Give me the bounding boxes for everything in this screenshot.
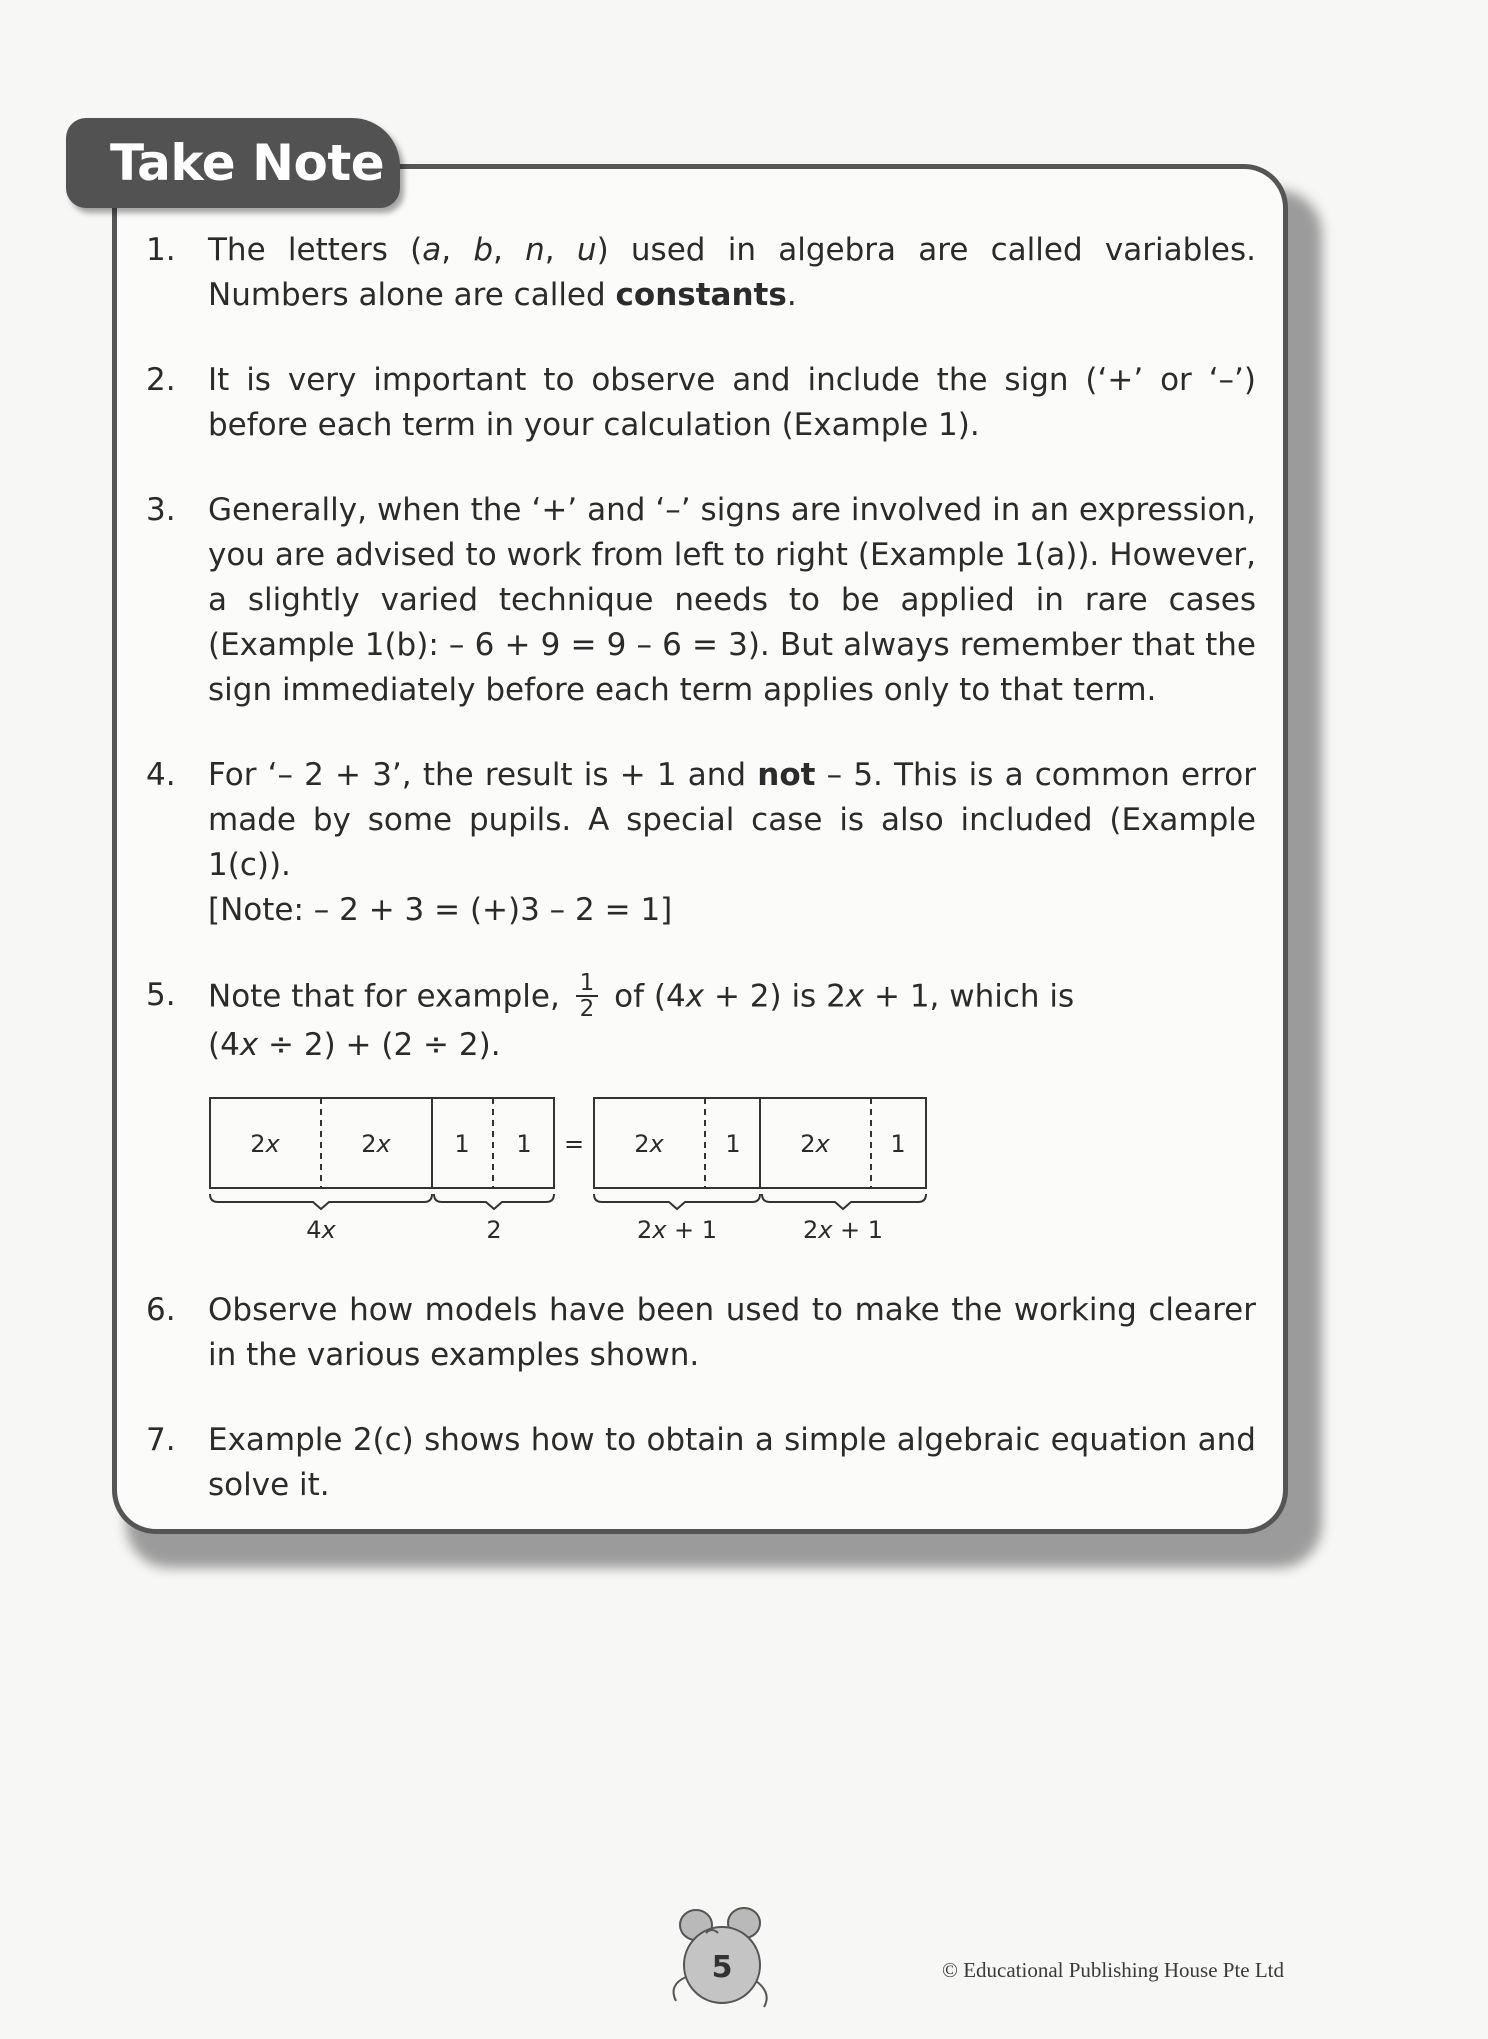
item-text: It is very important to observe and include the sign (‘+’ or ‘–’) before each term in your calculation (Example 1). xyxy=(208,362,1256,443)
item-text: The letters (a, b, n, u) used in algebra are called variables. Numbers alone are called constants. xyxy=(208,232,1256,313)
brace-label: 4x xyxy=(306,1216,336,1244)
equals-sign: = xyxy=(563,1130,585,1158)
item-number: 1. xyxy=(146,232,176,268)
brace-2x-plus-1 xyxy=(594,1194,760,1209)
note-item-4 xyxy=(146,753,1256,933)
note-item-7 xyxy=(146,1418,1256,1508)
item-number: 2. xyxy=(146,362,176,398)
note-list xyxy=(146,228,1256,1548)
cell-label: 2x xyxy=(250,1130,280,1158)
note-item-1 xyxy=(146,228,1256,318)
item-text: For ‘– 2 + 3’, the result is + 1 and not – 5. This is a common error made by some pupils. A special case is also included (Example 1(c)). [Note: – 2 + 3 = (+)3 – 2 = 1] xyxy=(208,753,1256,933)
note-item-2 xyxy=(146,358,1256,448)
page-number: 5 xyxy=(711,1950,733,1985)
cell-label: 1 xyxy=(516,1130,532,1158)
item-number: 4. xyxy=(146,757,176,793)
item-number: 5. xyxy=(146,977,176,1013)
cell-label: 1 xyxy=(890,1130,906,1158)
note-item-3 xyxy=(146,488,1256,713)
brace-label: 2x + 1 xyxy=(802,1216,884,1244)
cell-label: 1 xyxy=(454,1130,470,1158)
note-item-6 xyxy=(146,1288,1256,1378)
take-note-heading: Take Note xyxy=(66,118,400,208)
note-item-5 xyxy=(146,970,1256,1248)
item-text: Note that for example, $\frac{1}{2}$ of (4x + 2) is 2x + 1, which is (4x ÷ 2) + (2 ÷ 2). xyxy=(208,970,1075,1063)
copyright-notice: © Educational Publishing House Pte Ltd xyxy=(942,1958,1285,1982)
item-number: 3. xyxy=(146,492,176,528)
note-line: [Note: – 2 + 3 = (+)3 – 2 = 1] xyxy=(208,892,673,928)
brace-2 xyxy=(434,1194,554,1209)
brace-label: 2 xyxy=(486,1216,502,1244)
brace-4x xyxy=(210,1194,432,1209)
item-text: Example 2(c) shows how to obtain a simple algebraic equation and solve it. xyxy=(208,1422,1256,1503)
cell-label: 1 xyxy=(725,1130,741,1158)
cell-label: 2x xyxy=(800,1130,830,1158)
item-number: 7. xyxy=(146,1422,176,1458)
brace-2x-plus-1 xyxy=(762,1194,926,1209)
item-text: Observe how models have been used to make the working clearer in the various examples shown. xyxy=(208,1292,1256,1373)
item-number: 6. xyxy=(146,1292,176,1328)
cell-label: 2x xyxy=(361,1130,391,1158)
brace-label: 2x + 1 xyxy=(636,1216,718,1244)
bar-model-diagram xyxy=(208,1088,928,1248)
fraction-one-half: $\frac{1}{2}$ xyxy=(576,971,599,1021)
item-text: Generally, when the ‘+’ and ‘–’ signs are involved in an expression, you are advised to work from left to right (Example 1(a)). However, a slightly varied technique needs to be applied in rare cases (Example 1(b): – 6 + 9 = 9 – 6 = 3). But always remember that the sign immediately before each term applies only to that term. xyxy=(208,492,1256,708)
cell-label: 2x xyxy=(634,1130,664,1158)
